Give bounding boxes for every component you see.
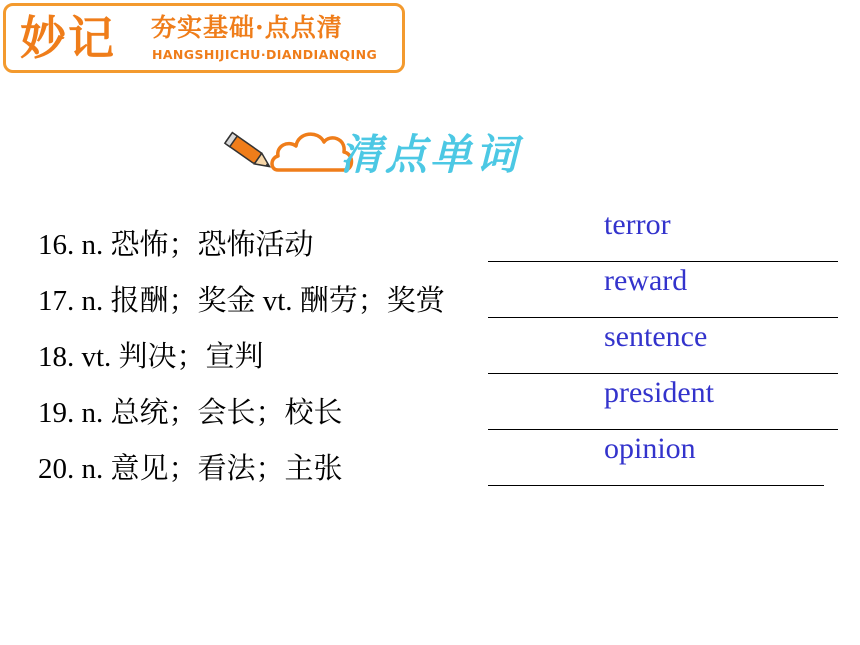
item-definition: 19. n. 总统；会长；校长 — [38, 397, 343, 429]
item-definition: 20. n. 意见；看法；主张 — [38, 453, 343, 485]
header-banner — [3, 3, 405, 73]
banner-pinyin: HANGSHIJICHU·DIANDIANQING — [152, 47, 378, 62]
pencil-icon — [220, 128, 282, 178]
section-title: 清点单词 — [340, 130, 521, 179]
item-definition: 18. vt. 判决；宣判 — [38, 341, 264, 373]
item-answer: opinion — [604, 432, 696, 465]
banner-slogan: 夯实基础·点点清 — [151, 13, 343, 42]
list-item — [0, 432, 860, 488]
list-item — [0, 264, 860, 320]
item-definition: 16. n. 恐怖；恐怖活动 — [38, 229, 314, 261]
list-item — [0, 320, 860, 376]
item-answer: president — [604, 376, 714, 409]
section-heading — [220, 118, 540, 188]
item-answer: reward — [604, 264, 688, 297]
item-definition: 17. n. 报酬；奖金 vt. 酬劳；奖赏 — [38, 285, 445, 317]
list-item — [0, 208, 860, 264]
banner-logo: 妙记 — [20, 11, 116, 65]
list-item — [0, 376, 860, 432]
item-answer: terror — [604, 208, 671, 241]
item-answer: sentence — [604, 320, 708, 353]
